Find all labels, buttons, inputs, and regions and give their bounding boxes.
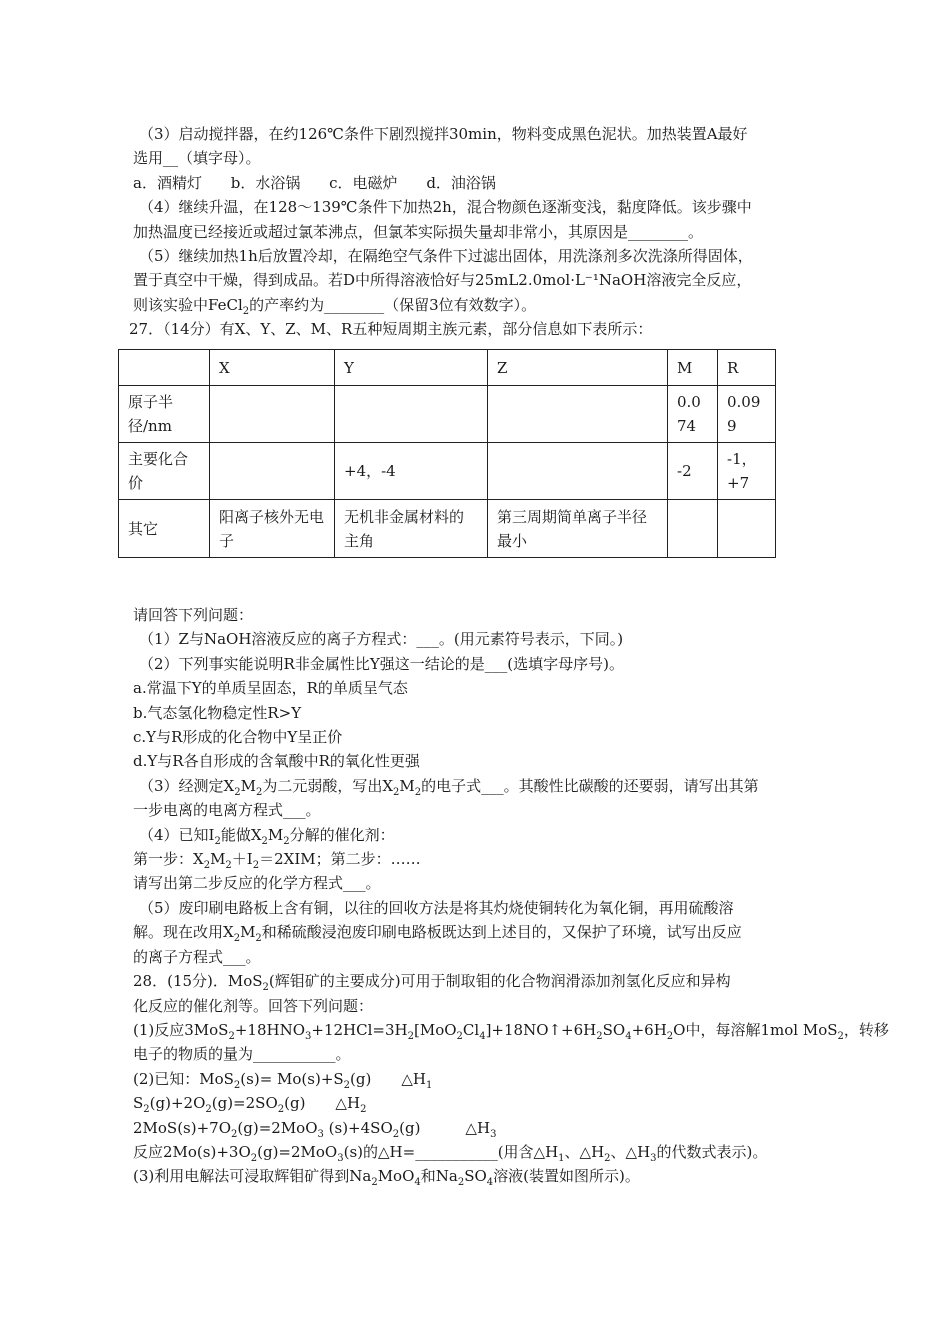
table-header-row bbox=[119, 350, 776, 386]
table-cell: -1，+7 bbox=[718, 443, 776, 500]
q27-3-line2: 一步电离的电离方程式___。 bbox=[133, 801, 321, 820]
q26-3-options bbox=[133, 171, 813, 195]
q27-4-line3: 请写出第二步反应的化学方程式___。 bbox=[133, 874, 381, 893]
q27-4-line1: （4）已知$I_2$能做$X_2M_2$分解的催化剂： bbox=[139, 825, 395, 847]
header-cell: X bbox=[210, 350, 335, 386]
q26-5-line1: （5）继续加热1h后放置冷却，在隔绝空气条件下过滤出固体，用洗涤剂多次洗涤所得固体， bbox=[139, 247, 753, 266]
row-label: 原子半径/nm bbox=[119, 386, 210, 443]
table-cell: 第三周期简单离子半径最小 bbox=[488, 500, 668, 558]
header-cell: M bbox=[668, 350, 718, 386]
q27-1: （1）Z与NaOH溶液反应的离子方程式：___。(用元素符号表示，下同。) bbox=[139, 630, 624, 649]
q26-4-line1: （4）继续升温，在128～139℃条件下加热2h，混合物颜色逐渐变浅，黏度降低。该步骤中 bbox=[139, 198, 752, 217]
table-cell bbox=[210, 443, 335, 500]
element-info-table bbox=[118, 349, 776, 558]
option-d: d．油浴锅 bbox=[426, 173, 496, 192]
table-cell bbox=[210, 386, 335, 443]
q27-heading: 27．（14分）有X、Y、Z、M、R五种短周期主族元素，部分信息如下表所示： bbox=[129, 320, 653, 339]
q26-5-line3: 则该实验中FeCl$_2$的产率约为________（保留3位有效数字）。 bbox=[133, 295, 537, 317]
table-cell: 0.074 bbox=[668, 386, 718, 443]
q27-2d: d.Y与R各自形成的含氧酸中R的氧化性更强 bbox=[133, 752, 420, 771]
option-b: b．水浴锅 bbox=[230, 173, 301, 192]
q28-2-line4: 反应$2Mo(s)+3O_2(g)=2MoO_3(s)$的△H=___________(用含$\triangle H_1$、$\triangle H_2$、$\triangle H_3$的代数式表示)。 bbox=[133, 1142, 768, 1164]
q27-3-line1: （3）经测定$X_2M_2$为二元弱酸，写出$X_2M_2$的电子式___。其酸性比碳酸的还要弱，请写出其第 bbox=[139, 776, 759, 798]
q28-2-line2: $S_2(g)+2O_2(g)=2SO_2(g)$ $\triangle H_2$ bbox=[133, 1094, 367, 1116]
header-cell: R bbox=[718, 350, 776, 386]
table-cell bbox=[335, 386, 488, 443]
option-c: c．电磁炉 bbox=[329, 173, 398, 192]
q27-5-line1: （5）废印刷电路板上含有铜，以往的回收方法是将其灼烧使铜转化为氧化铜，再用硫酸溶 bbox=[139, 898, 734, 917]
q28-line2: 化反应的催化剂等。回答下列问题： bbox=[133, 996, 374, 1015]
q27-2: （2）下列事实能说明R非金属性比Y强这一结论的是___(选填字母序号)。 bbox=[139, 654, 624, 673]
q26-3-line1: （3）启动搅拌器，在约126℃条件下剧烈搅拌30min，物料变成黑色泥状。加热装置A最好 bbox=[139, 125, 748, 143]
q27-2c: c.Y与R形成的化合物中Y呈正价 bbox=[133, 728, 343, 747]
q28-3-line1: (3)利用电解法可浸取辉钼矿得到$Na_2MoO_4$和$Na_2SO_4$溶液(装置如图所示)。 bbox=[133, 1167, 640, 1189]
q28-heading: 28．(15分)．MoS$_2$(辉钼矿的主要成分)可用于制取钼的化合物润滑添加剂氢化反应和异构 bbox=[133, 972, 731, 994]
q26-4-line2: 加热温度已经接近或超过氯苯沸点，但氯苯实际损失量却非常小，其原因是________。 bbox=[133, 222, 704, 241]
table-cell bbox=[488, 443, 668, 500]
header-cell: Z bbox=[488, 350, 668, 386]
table-cell bbox=[668, 500, 718, 558]
element-info-table-wrap bbox=[118, 349, 776, 558]
q28-2-line3: $2MoS(s)+7O_2(g)=2MoO_3$ $(s)+4SO_2(g)$ $\triangle H_3$ bbox=[133, 1118, 497, 1140]
q27-2a: a.常温下Y的单质呈固态，R的单质呈气态 bbox=[133, 679, 408, 698]
table-row bbox=[119, 386, 776, 443]
table-cell bbox=[718, 500, 776, 558]
table-row bbox=[119, 500, 776, 558]
q27-4-line2: 第一步：$X_2M_2+I_2=2XIM$；第二步：…… bbox=[133, 850, 421, 872]
table-cell bbox=[488, 386, 668, 443]
q27-2b: b.气态氢化物稳定性R>Y bbox=[133, 703, 302, 722]
table-cell: 阳离子核外无电子 bbox=[210, 500, 335, 558]
q27-intro: 请回答下列问题： bbox=[133, 606, 254, 624]
q26-5-line2: 置于真空中干燥，得到成品。若D中所得溶液恰好与25mL2.0mol·L⁻¹NaOH溶液完全反应， bbox=[133, 271, 752, 290]
q28-1-line1: (1)反应$3MoS_2+18HNO_3+12HCl=3H_2[MoO_2Cl_4]+18NO↑+6H_2SO_4+6H_2O$中，每溶解1mol MoS$_2$，转移 bbox=[133, 1020, 889, 1042]
table-cell: +4，-4 bbox=[335, 443, 488, 500]
section-q27-q28 bbox=[133, 603, 889, 1189]
header-cell bbox=[119, 350, 210, 386]
section-q26-tail bbox=[129, 122, 813, 342]
q28-1-line2: 电子的物质的量为___________。 bbox=[133, 1045, 351, 1064]
row-label: 主要化合价 bbox=[119, 443, 210, 500]
table-cell: -2 bbox=[668, 443, 718, 500]
header-cell: Y bbox=[335, 350, 488, 386]
table-row bbox=[119, 443, 776, 500]
q26-3-line2: 选用__（填字母）。 bbox=[133, 149, 261, 168]
q28-2-line1: (2)已知：$MoS_2(s)= Mo(s)+S_2(g)$ $\triangle H_1$ bbox=[133, 1069, 433, 1091]
row-label: 其它 bbox=[119, 500, 210, 558]
table-cell: 无机非金属材料的主角 bbox=[335, 500, 488, 558]
q27-5-line2: 解。现在改用$X_2M_2$和稀硫酸浸泡废印刷电路板既达到上述目的，又保护了环境，试写出反应 bbox=[133, 923, 742, 945]
q27-5-line3: 的离子方程式___。 bbox=[133, 947, 261, 966]
option-a: a．酒精灯 bbox=[133, 173, 202, 192]
table-cell: 0.099 bbox=[718, 386, 776, 443]
